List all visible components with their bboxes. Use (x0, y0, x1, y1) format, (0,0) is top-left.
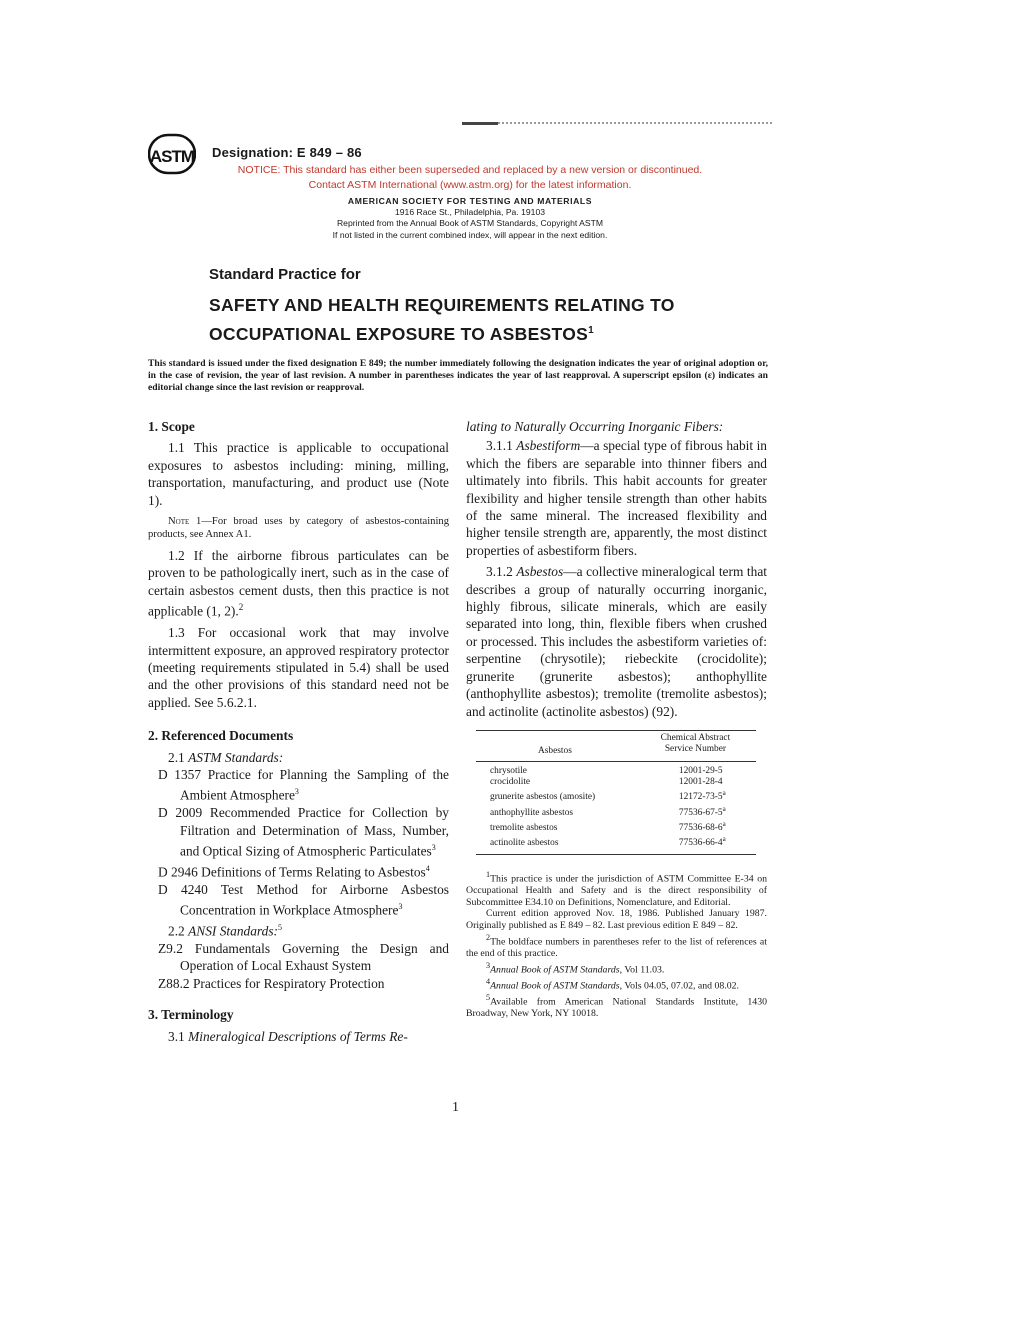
para-1-2-sup: 2 (238, 602, 244, 613)
footnote-3-mark: 3 (486, 960, 491, 970)
ref-d2946-text: D 2946 Definitions of Terms Relating to Asbestos (158, 864, 426, 880)
standard-kicker: Standard Practice for (209, 266, 361, 283)
title-line-2 (209, 318, 675, 347)
society-address: 1916 Race St., Philadelphia, Pa. 19103 (394, 207, 546, 218)
ref-d2946 (148, 860, 449, 881)
footnote-1-edition: Current edition approved Nov. 18, 1986. Published January 1987. Originally published as E 849 – 82. Last previous edition E 849 – 82. (466, 908, 767, 932)
para-3-1-1-num: 3.1.1 (486, 438, 517, 454)
footnote-4-italic: Annual Book of ASTM Standards (490, 980, 620, 992)
society-name: AMERICAN SOCIETY FOR TESTING AND MATERIALS (347, 196, 593, 206)
para-1-2 (148, 547, 449, 620)
col-cas-header-line-1: Chemical Abstract (660, 732, 731, 743)
footnote-4-mark: 4 (486, 976, 491, 986)
term-asbestos: Asbestos (516, 564, 564, 580)
table-cell-number-text: 77536-67-5 (678, 807, 723, 818)
right-column (466, 418, 767, 1020)
ref-d4240-text: D 4240 Test Method for Airborne Asbestos Concentration in Workplace Atmosphere (158, 881, 449, 918)
referenced-docs-heading: 2. Referenced Documents (148, 728, 294, 744)
table-row (476, 834, 756, 852)
ref-d1357 (148, 766, 449, 804)
table-cell-name: anthophyllite asbestos (490, 807, 574, 818)
ansi-standards-label (148, 919, 449, 940)
note-1 (148, 515, 449, 541)
table-cell-name: crocidolite (490, 776, 531, 787)
footnote-5-mark: 5 (486, 993, 491, 1003)
ref-d2009-sup: 3 (431, 843, 436, 853)
col-cas-header-line-2: Service Number (664, 744, 727, 755)
table-cell-number (635, 804, 756, 819)
header-rule (462, 122, 772, 126)
table-cell-number-text: 77536-68-6 (678, 823, 723, 834)
table-cell-number (635, 761, 756, 777)
col-asbestos-header: Asbestos (538, 746, 572, 757)
table-cell-number-text: 12172-73-5 (678, 792, 723, 803)
footnote-2-text: The boldface numbers in parentheses refer to the list of references at the end of this practice. (466, 936, 767, 960)
ansi-label-text: ANSI Standards: (188, 923, 278, 939)
para-1-3: 1.3 For occasional work that may involve intermittent exposure, an approved respiratory protector (meeting requirements stipulated in 5.4) shall be used and the other provisions of this standard need not be applied. See 5.6.2.1. (148, 625, 449, 710)
ref-d2009-text: D 2009 Recommended Practice for Collection by Filtration and Determination of Mass, Number, and Optical Sizing of Atmospheric Particulates (158, 805, 449, 859)
table-row (476, 819, 756, 834)
para-3-1-num: 3.1 (168, 1028, 189, 1044)
term-asbestiform: Asbestiform (516, 438, 581, 454)
issued-note: This standard is issued under the fixed designation E 849; the number immediately following the designation indicates the year of original adoption or, in the case of revision, the year of last revision. A number in parentheses indicates the year of last reapproval. A superscript epsilon (ε) indicates an editorial change since the last revision or reapproval. (148, 358, 768, 393)
ref-d4240 (148, 881, 449, 919)
note-1-label: Note 1 (168, 516, 202, 528)
ref-d1357-sup: 3 (294, 787, 299, 797)
para-3-1-text: Mineralogical Descriptions of Terms Re- (188, 1028, 408, 1044)
ansi-label-sup: 5 (277, 923, 282, 933)
table-row (476, 761, 756, 777)
note-1-text: —For broad uses by category of asbestos-containing products, see Annex A1. (148, 516, 450, 541)
ref-d2009 (148, 804, 449, 860)
notice-line-1: NOTICE: This standard has either been superseded and replaced by a new version or discontinued. (237, 164, 703, 176)
asbestos-cas-table (476, 730, 756, 855)
reprint-note: Reprinted from the Annual Book of ASTM Standards, Copyright ASTM (336, 218, 604, 229)
index-note: If not listed in the current combined index, will appear in the next edition. (332, 229, 608, 240)
table-row (476, 777, 756, 788)
footnote-3-rest: , Vol 11.03. (619, 964, 665, 976)
footnote-4 (466, 976, 767, 992)
footnote-4-rest: , Vols 04.05, 07.02, and 08.02. (619, 980, 740, 992)
designation: Designation: E 849 – 86 (212, 145, 362, 160)
para-3-1-2-text: —a collective mineralogical term that describes a group of naturally occurring inorganic, highly fibrous, silicate minerals, which are easily separated into long, thin, flexible fibers when crushed or processed. This includes the asbestiform varieties of: serpentine (chrysotile); riebeckite (crocidolite); grunerite (grunerite asbestos); anthophyllite (anthophyllite asbestos); tremolite (tremolite asbestos); and actinolite (actinolite asbestos) (92). (466, 564, 767, 719)
footnote-5-text: Available from American National Standards Institute, 1430 Broadway, New York, NY 10018. (466, 996, 767, 1020)
scope-heading: 1. Scope (148, 419, 195, 434)
footnote-3 (466, 960, 767, 976)
footnote-2 (466, 932, 767, 960)
astm-logo (148, 132, 196, 176)
ref-d1357-text: D 1357 Practice for Planning the Sampling of the Ambient Atmosphere (158, 766, 449, 803)
supersede-notice (200, 163, 740, 193)
title-footnote-mark: 1 (588, 325, 594, 336)
table-cell-name: actinolite asbestos (490, 838, 559, 849)
table-row (476, 804, 756, 819)
title-line-2-text: OCCUPATIONAL EXPOSURE TO ASBESTOS (209, 323, 589, 344)
footnote-5 (466, 992, 767, 1020)
para-3-1-continued (466, 418, 767, 435)
ref-d4240-sup: 3 (398, 902, 403, 912)
document-title (209, 292, 675, 347)
table-cell-number (635, 834, 756, 852)
table-header-row (476, 730, 756, 757)
table-cell-name: grunerite asbestos (amosite) (490, 792, 596, 803)
table-cell-number (635, 788, 756, 803)
table-cell-sup: a (722, 789, 726, 798)
para-3-1-cont-text: lating to Naturally Occurring Inorganic Fibers: (466, 419, 724, 434)
society-block (200, 196, 740, 241)
para-3-1-1 (466, 437, 767, 559)
astm-standards-label (148, 749, 449, 766)
table-cell-name: chrysotile (490, 765, 527, 776)
astm-label-text: ASTM Standards: (188, 749, 284, 765)
astm-label-num: 2.1 (168, 749, 189, 765)
para-3-1-2 (466, 563, 767, 720)
ansi-label-num: 2.2 (168, 923, 189, 939)
footnote-2-mark: 2 (486, 933, 491, 943)
left-column (148, 418, 449, 1045)
para-3-1-2-num: 3.1.2 (486, 564, 517, 580)
ref-z9-2: Z9.2 Fundamentals Governing the Design and Operation of Local Exhaust System (158, 940, 449, 974)
title-line-1: SAFETY AND HEALTH REQUIREMENTS RELATING TO (209, 295, 675, 315)
footnotes (466, 869, 767, 1020)
footnote-1 (466, 869, 767, 909)
footnote-1-mark: 1 (486, 869, 491, 879)
ref-z88-2: Z88.2 Practices for Respiratory Protection (158, 975, 385, 991)
para-1-1: 1.1 This practice is applicable to occupational exposures to asbestos including: mining, milling, transportation, manufacturing, and product use (Note 1). (148, 440, 449, 508)
table-cell-number-text: 77536-66-4 (678, 838, 723, 849)
terminology-heading: 3. Terminology (148, 1007, 234, 1023)
ref-d2946-sup: 4 (425, 863, 430, 873)
para-3-1-1-text: —a special type of fibrous habit in which the fibers are separable into thinner fibers and ultimately into fibrils. This habit accounts for greater flexibility and higher tensile strength than other habits of the same mineral. The increased flexibility and higher tensile strength are, apparently, the most distinct properties of asbestiform fibers. (466, 438, 767, 558)
para-1-2-text: 1.2 If the airborne fibrous particulates can be proven to be pathologically inert, such as in the case of certain asbestos cement dusts, then this practice is not applicable (1, 2). (148, 548, 449, 619)
table-cell-sup: a (722, 804, 726, 813)
footnote-1-text: This practice is under the jurisdiction of ASTM Committee E-34 on Occupational Health and Safety and is the direct responsibility of Subcommittee E34.10 on Definitions, Nomenclature, and Editorial. (466, 873, 767, 908)
table-body (476, 761, 756, 854)
logo-text: ASTM (149, 147, 195, 166)
table-row (476, 788, 756, 803)
table-cell-number-text: 12001-28-4 (678, 776, 723, 787)
notice-line-2: Contact ASTM International (www.astm.org) for the latest information. (308, 179, 632, 191)
table-cell-sup: a (722, 819, 726, 828)
table-cell-name: tremolite asbestos (490, 823, 558, 834)
table-cell-number (635, 777, 756, 788)
table-cell-number-text: 12001-29-5 (678, 765, 723, 776)
col-cas-header (635, 730, 756, 757)
footnote-3-italic: Annual Book of ASTM Standards (490, 964, 620, 976)
table-cell-number (635, 819, 756, 834)
para-3-1 (148, 1028, 449, 1045)
page-number: 1 (452, 1100, 459, 1115)
table-cell-sup: a (722, 835, 726, 844)
